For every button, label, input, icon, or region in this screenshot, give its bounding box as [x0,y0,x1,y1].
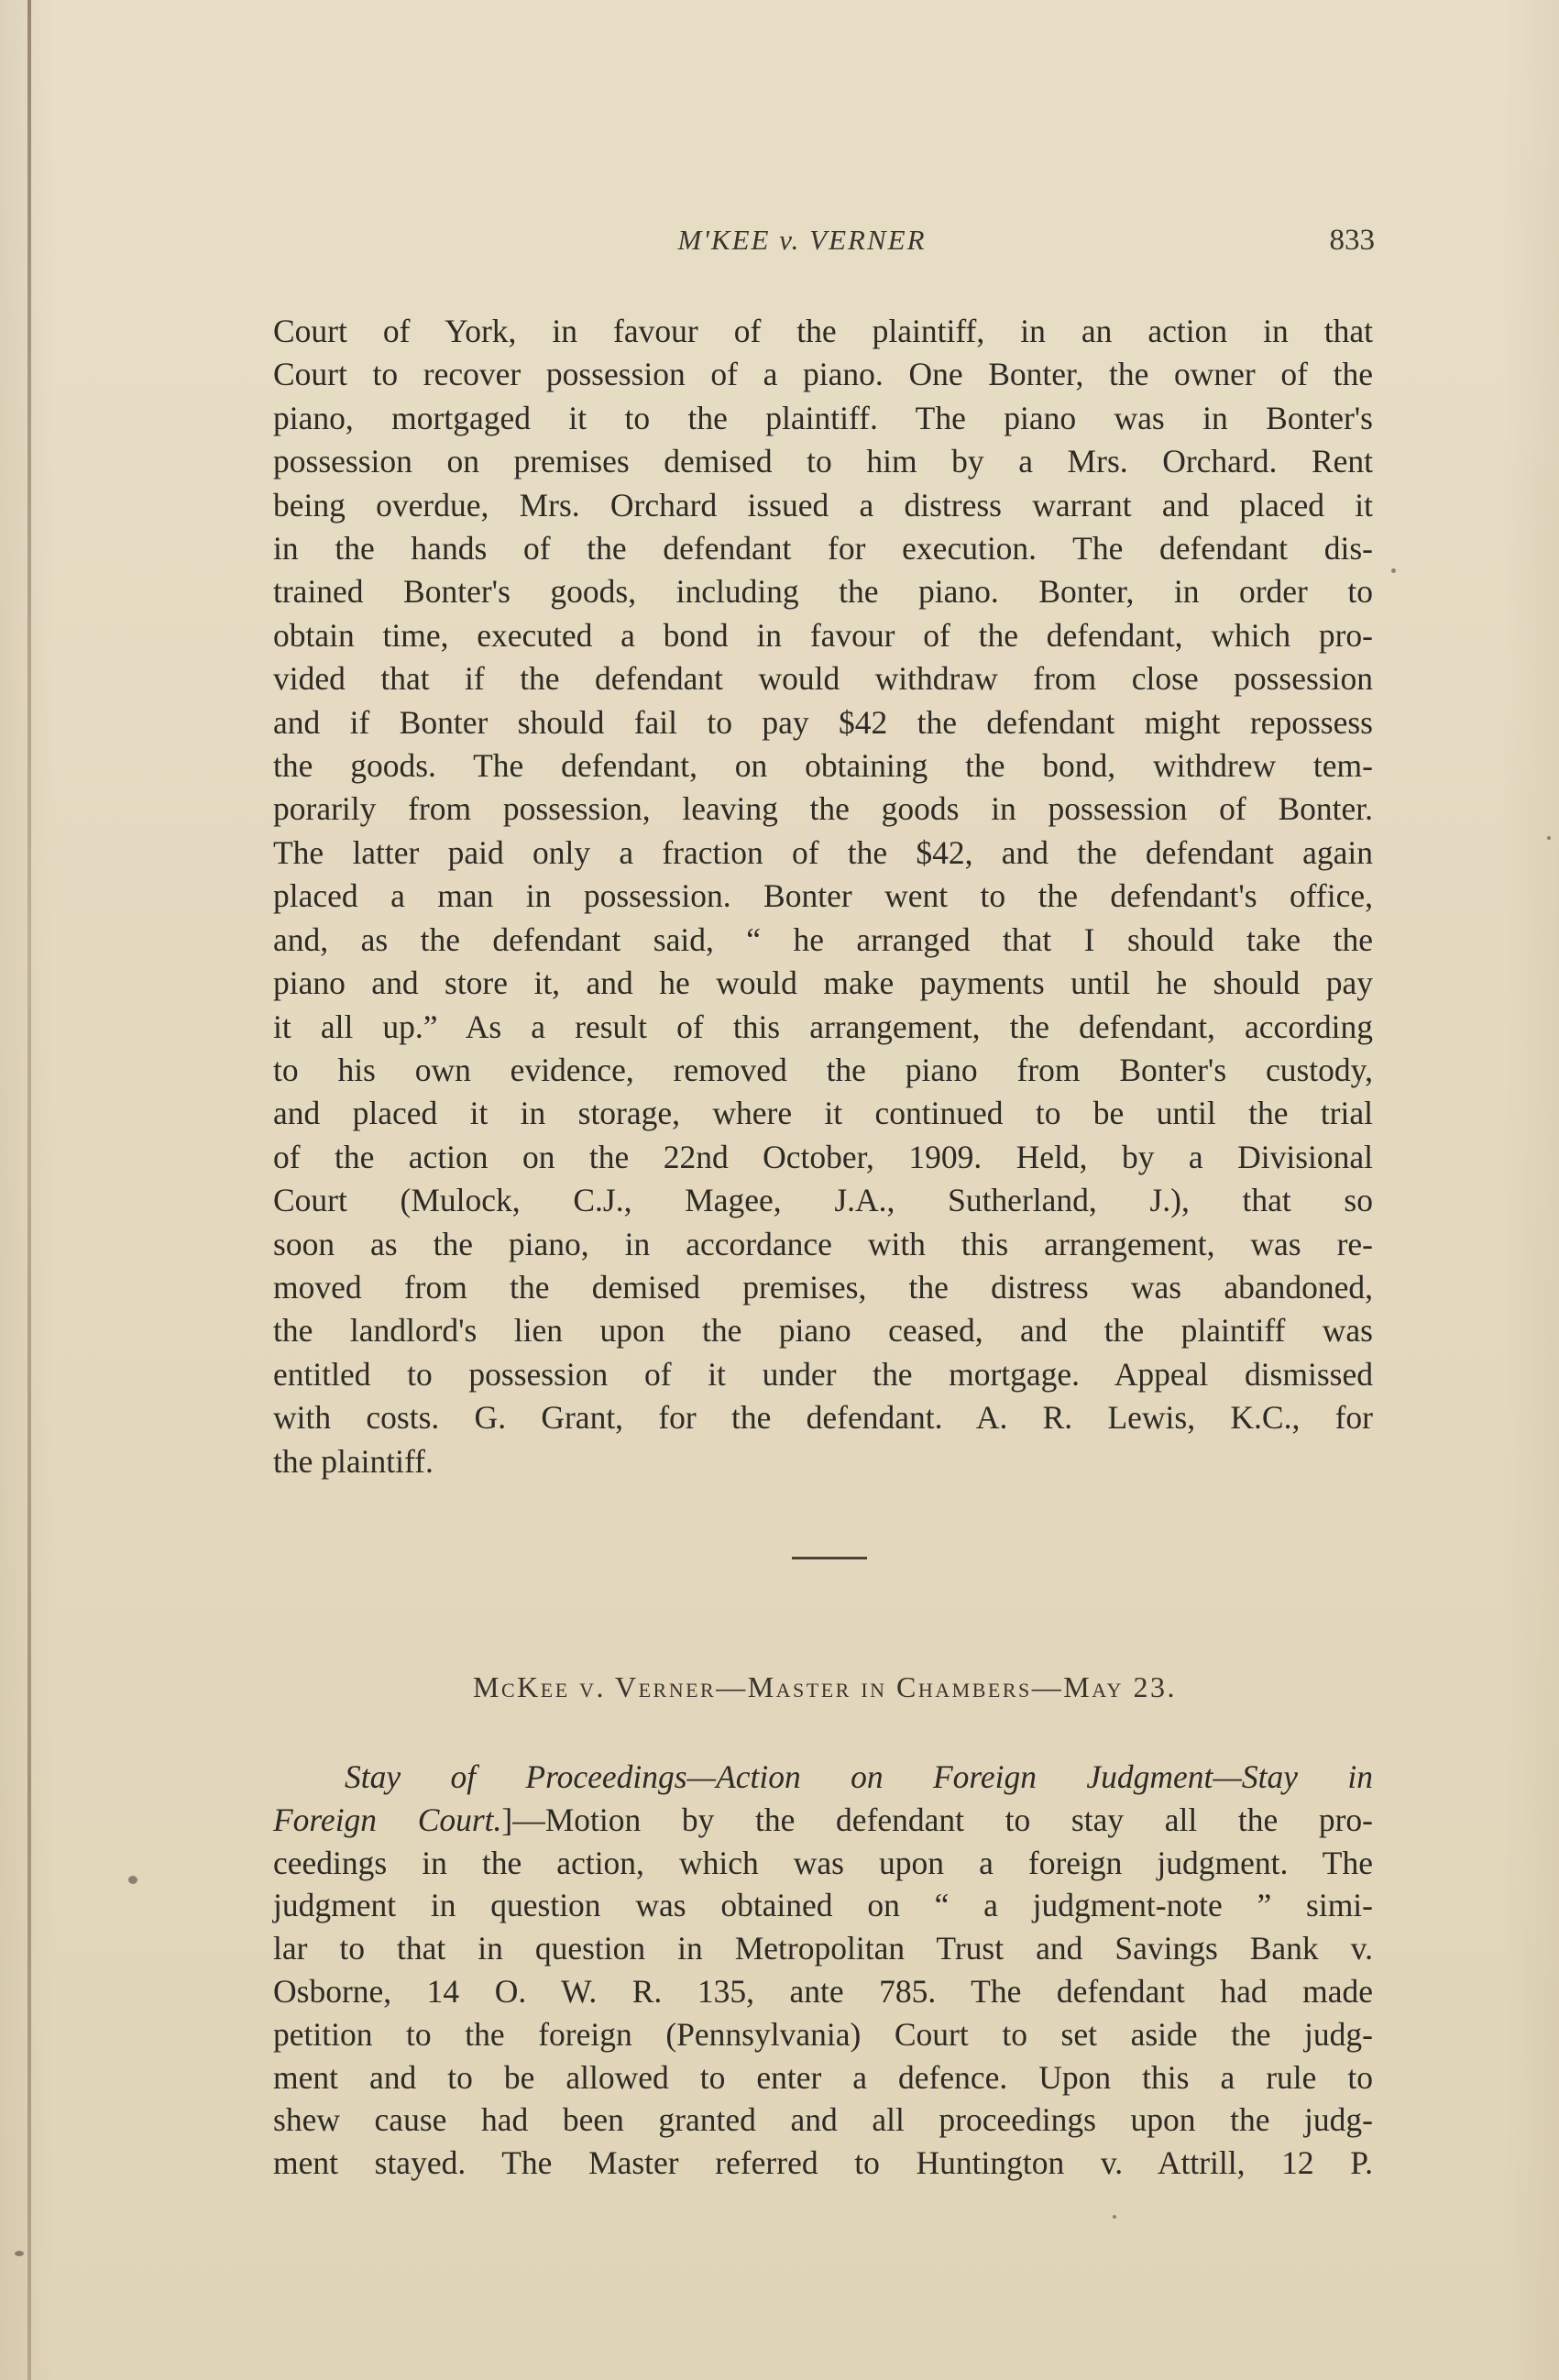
paper-speck [15,2251,24,2256]
text-line: trained Bonter's goods, including the piano. Bonter, in order to [273,573,1373,611]
report-paragraph [273,310,1373,1483]
headnote-text: ]—Motion by the defendant to stay all the pro- [501,1801,1373,1838]
text-line: of the action on the 22nd October, 1909. Held, by a Divisional [273,1138,1373,1175]
text-line: ment stayed. The Master referred to Huntington v. Attrill, 12 P. [273,2144,1373,2182]
text-line: Court of York, in favour of the plaintiff, in an action in that [273,313,1373,349]
headnote-italic: Foreign Court. [273,1801,502,1838]
paper-speck [1547,836,1551,840]
text-line: soon as the piano, in accordance with this arrangement, was re- [273,1225,1373,1262]
headnote-italic: Stay of Proceedings—Action on Foreign Judgment—Stay in [345,1758,1373,1795]
paper-speck [1391,568,1396,573]
text-line: Court to recover possession of a piano. One Bonter, the owner of the [273,356,1373,393]
paper-speck [128,1876,137,1884]
running-head [275,224,1375,260]
text-line: the plaintiff. [273,1442,434,1480]
text-line: and placed it in storage, where it continued to be until the trial [273,1095,1373,1132]
text-line: and, as the defendant said, “ he arranged that I should take the [273,920,1373,958]
text-line: piano, mortgaged it to the plaintiff. The piano was in Bonter's [273,399,1373,436]
page-number: 833 [1329,224,1375,257]
text-line: ceedings in the action, which was upon a foreign judgment. The [273,1844,1373,1881]
paper-speck [1113,2215,1116,2219]
text-line: Court (Mulock, C.J., Magee, J.A., Sutherland, J.), that so [273,1182,1373,1219]
text-line [273,1799,1373,1842]
text-line: with costs. G. Grant, for the defendant. A. R. Lewis, K.C., for [273,1399,1373,1437]
text-line: judgment in question was obtained on “ a judgment-note ” simi- [273,1887,1373,1924]
text-line: ment and to be allowed to enter a defence. Upon this a rule to [273,2058,1373,2096]
text-line: and if Bonter should fail to pay $42 the defendant might repossess [273,703,1373,741]
text-line: being overdue, Mrs. Orchard issued a distress warrant and placed it [273,486,1373,523]
text-line: in the hands of the defendant for execution. The defendant dis- [273,530,1373,567]
text-line: entitled to possession of it under the mortgage. Appeal dismissed [273,1355,1373,1393]
text-line [273,1756,1373,1799]
section-divider [792,1557,867,1559]
text-line: obtain time, executed a bond in favour of the defendant, which pro- [273,616,1373,654]
text-line: Osborne, 14 O. W. R. 135, ante 785. The defendant had made [273,1972,1373,2010]
text-line: vided that if the defendant would withdraw from close possession [273,660,1373,698]
text-line: The latter paid only a fraction of the $42, and the defendant again [273,833,1373,871]
text-line: piano and store it, and he would make payments until he should pay [273,964,1373,1002]
binding-edge [27,0,31,2380]
running-title: M'KEE v. VERNER [677,224,927,256]
text-line: petition to the foreign (Pennsylvania) Court to set aside the judg- [273,2015,1373,2053]
text-line: the landlord's lien upon the piano ceased, and the plaintiff was [273,1312,1373,1350]
text-line: porarily from possession, leaving the goods in possession of Bonter. [273,790,1373,828]
text-line: possession on premises demised to him by a Mrs. Orchard. Rent [273,443,1373,480]
text-line: placed a man in possession. Bonter went to the defendant's office, [273,877,1373,915]
text-line: to his own evidence, removed the piano from Bonter's custody, [273,1051,1373,1088]
text-line: the goods. The defendant, on obtaining the bond, withdrew tem- [273,747,1373,785]
text-line: it all up.” As a result of this arrangement, the defendant, according [273,1008,1373,1045]
case-paragraph [273,1756,1373,2185]
text-line: shew cause had been granted and all proceedings upon the judg- [273,2101,1373,2139]
text-line: lar to that in question in Metropolitan Trust and Savings Bank v. [273,1930,1373,1967]
case-heading: McKee v. Verner—Master in Chambers—May 23. [473,1670,1177,1703]
text-line: moved from the demised premises, the distress was abandoned, [273,1268,1373,1306]
